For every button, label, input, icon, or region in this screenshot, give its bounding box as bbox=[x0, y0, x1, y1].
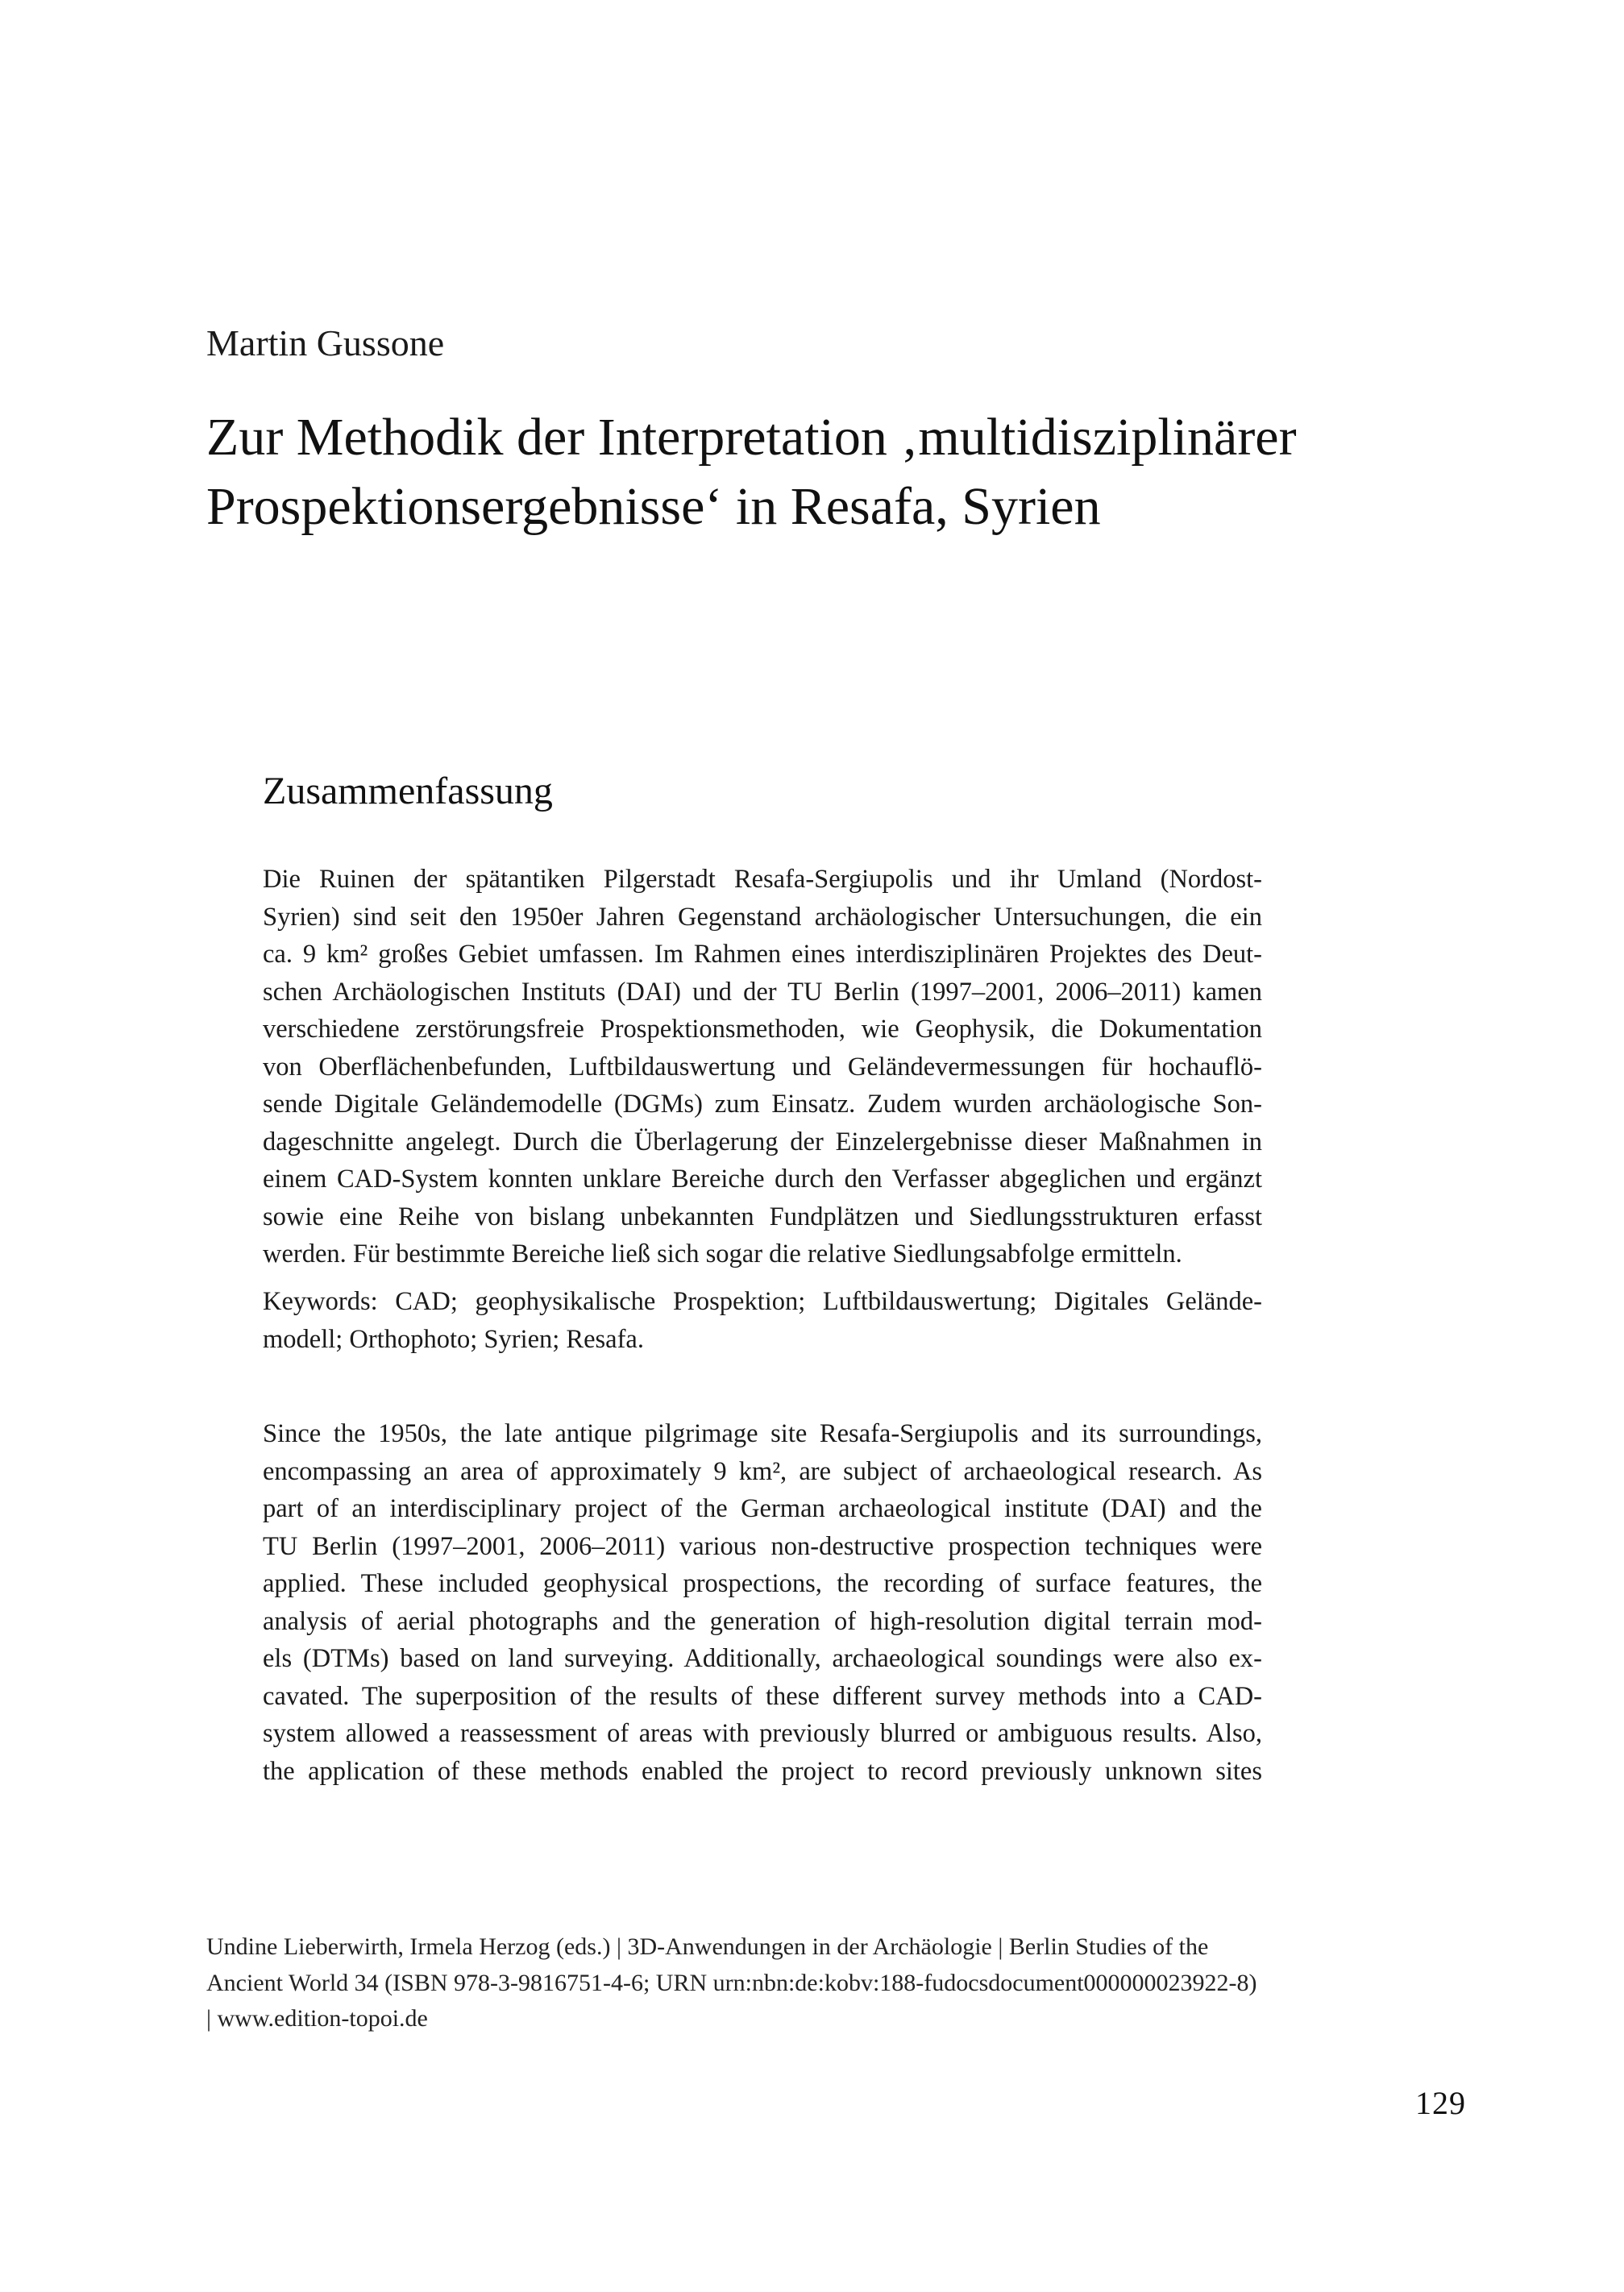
text-line: the application of these methods enabled the project to record previously unknown sites bbox=[263, 1756, 1262, 1786]
abstract-german bbox=[263, 861, 1262, 1273]
footer-line: Ancient World 34 (ISBN 978-3-9816751-4-6; URN urn:nbn:de:kobv:188-fudocsdocument000000023922-8) bbox=[206, 1969, 1257, 1996]
text-line: Syrien) sind seit den 1950er Jahren Gegenstand archäologischer Untersuchungen, die ein bbox=[263, 902, 1262, 932]
text-line: sende Digitale Geländemodelle (DGMs) zum Einsatz. Zudem wurden archäologische Son- bbox=[263, 1090, 1262, 1119]
text-line: werden. Für bestimmte Bereiche ließ sich sogar die relative Siedlungsabfolge ermitteln. bbox=[263, 1239, 1182, 1268]
footer-line: Undine Lieberwirth, Irmela Herzog (eds.) | 3D-Anwendungen in der Archäologie | Berlin Studies of the bbox=[206, 1933, 1209, 1960]
citation-footer bbox=[206, 1929, 1335, 2037]
text-line: system allowed a reassessment of areas with previously blurred or ambiguous results. Also, bbox=[263, 1719, 1262, 1748]
abstract-english bbox=[263, 1415, 1262, 1790]
title-line: Prospektionsergebnisse‘ in Resafa, Syrien bbox=[206, 477, 1101, 536]
text-line: ca. 9 km² großes Gebiet umfassen. Im Rahmen eines interdisziplinären Projektes des Deut- bbox=[263, 940, 1262, 969]
text-line: analysis of aerial photographs and the generation of high-resolution digital terrain mod- bbox=[263, 1606, 1262, 1636]
text-line: dageschnitte angelegt. Durch die Überlagerung der Einzelergebnisse dieser Maßnahmen in bbox=[263, 1127, 1262, 1156]
text-line: TU Berlin (1997–2001, 2006–2011) various non-destructive prospection techniques were bbox=[263, 1531, 1262, 1561]
text-line: Since the 1950s, the late antique pilgrimage site Resafa-Sergiupolis and its surroundings, bbox=[263, 1419, 1262, 1448]
text-line: einem CAD-System konnten unklare Bereiche durch den Verfasser abgeglichen und ergänzt bbox=[263, 1165, 1262, 1194]
text-line: modell; Orthophoto; Syrien; Resafa. bbox=[263, 1324, 644, 1354]
text-line: von Oberflächenbefunden, Luftbildauswertung und Geländevermessungen für hochauflö- bbox=[263, 1052, 1262, 1082]
title-line: Zur Methodik der Interpretation ‚multidisziplinärer bbox=[206, 408, 1297, 467]
author-name: Martin Gussone bbox=[206, 322, 445, 363]
text-line: verschiedene zerstörungsfreie Prospektionsmethoden, wie Geophysik, die Dokumentation bbox=[263, 1015, 1262, 1044]
text-line: Keywords: CAD; geophysikalische Prospektion; Luftbildauswertung; Digitales Gelände- bbox=[263, 1287, 1262, 1316]
keywords bbox=[263, 1283, 1262, 1358]
page-number: 129 bbox=[1415, 2085, 1466, 2121]
text-line: els (DTMs) based on land surveying. Additionally, archaeological soundings were also ex- bbox=[263, 1644, 1262, 1673]
text-line: sowie eine Reihe von bislang unbekannten Fundplätzen und Siedlungsstrukturen erfasst bbox=[263, 1202, 1262, 1231]
text-line: schen Archäologischen Instituts (DAI) und der TU Berlin (1997–2001, 2006–2011) kamen bbox=[263, 977, 1262, 1007]
text-line: applied. These included geophysical prospections, the recording of surface features, the bbox=[263, 1569, 1262, 1598]
text-line: Die Ruinen der spätantiken Pilgerstadt Resafa-Sergiupolis und ihr Umland (Nordost- bbox=[263, 865, 1262, 894]
abstract-heading: Zusammenfassung bbox=[263, 770, 553, 812]
footer-line: | www.edition-topoi.de bbox=[206, 2005, 428, 2032]
article-title bbox=[206, 403, 1383, 542]
text-line: part of an interdisciplinary project of the German archaeological institute (DAI) and the bbox=[263, 1494, 1262, 1523]
text-line: cavated. The superposition of the results of these different survey methods into a CAD- bbox=[263, 1681, 1262, 1711]
text-line: encompassing an area of approximately 9 km², are subject of archaeological research. As bbox=[263, 1456, 1262, 1486]
